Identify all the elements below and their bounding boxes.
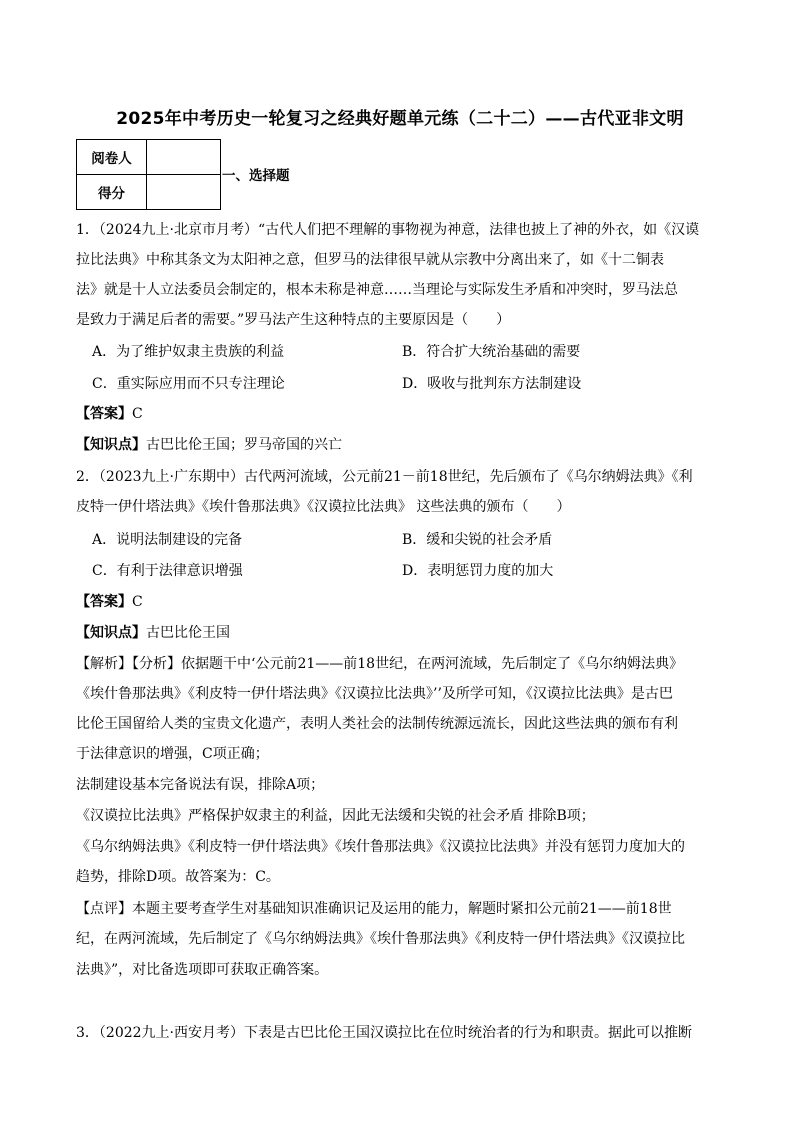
score-label: 得分 [77, 175, 147, 210]
page-title: 2025年中考历史一轮复习之经典好题单元练（二十二）——古代亚非文明 [116, 109, 684, 129]
q2-line-2: 皮特一伊什塔法典》《埃什鲁那法典》《汉谟拉比法典》 这些法典的颁布（ ） [76, 499, 571, 515]
q2-comment-line-3: 法典》”，对比备选项即可获取正确答案。 [76, 962, 329, 978]
q2-line-1: 2．（2023九上·广东期中）古代两河流域，公元前21－前18世纪，先后颁布了《乌尔纳姆法典》《利 [76, 469, 693, 485]
q1-line-4: 是致力于满足后者的需要。”罗马法产生这种特点的主要原因是（ ） [76, 312, 511, 328]
q1-option-d: D．吸收与批判东方法制建设 [402, 376, 582, 392]
q1-line-3: 法》就是十人立法委员会制定的，根本未称是神意……当理论与实际发生矛盾和冲突时，罗马法总 [76, 282, 678, 298]
q1-answer [76, 404, 728, 424]
q2-answer-label: 【答案】 [76, 594, 132, 610]
q2-analysis-line-3: 比伦王国留给人类的宝贵文化遗产，表明人类社会的法制传统源远流长，因此这些法典的颁布有利 [76, 716, 678, 732]
q1-option-a: A．为了维护奴隶主贵族的利益 [92, 344, 285, 360]
q2-option-b: B．缓和尖锐的社会矛盾 [402, 532, 553, 548]
q1-line-2: 拉比法典》中称其条文为太阳神之意，但罗马的法律很早就从宗教中分离出来了，如《十二铜表 [76, 252, 664, 268]
q2-option-a: A．说明法制建设的完备 [92, 532, 243, 548]
q2-answer [76, 592, 728, 612]
q1-option-c: C．重实际应用而不只专注理论 [92, 376, 285, 392]
q1-kp-value: 古巴比伦王国；罗马帝国的兴亡 [146, 437, 342, 453]
q2-analysis-line-8: 趋势，排除D项。故答案为：C。 [76, 869, 280, 885]
q2-kp-label: 【知识点】 [76, 625, 146, 641]
q2-answer-value: C [132, 594, 143, 610]
reviewer-value-cell[interactable] [147, 140, 221, 175]
score-table [76, 139, 221, 210]
q2-option-c: C．有利于法律意识增强 [92, 563, 243, 579]
q2-analysis-line-2: 《埃什鲁那法典》《利皮特一伊什塔法典》《汉谟拉比法典》’’及所学可知，《汉谟拉比法典》是古巴 [76, 686, 673, 702]
reviewer-label: 阅卷人 [77, 140, 147, 175]
q2-option-d: D．表明惩罚力度的加大 [402, 563, 554, 579]
q2-knowledge-point [76, 623, 728, 643]
q1-answer-value: C [132, 406, 143, 422]
q2-analysis-line-1: 【解析】【分析】依据题干中‘公元前21——前18世纪，在两河流域，先后制定了《乌尔纳姆法典》 [76, 656, 684, 672]
q2-analysis-line-5: 法制建设基本完备说法有误，排除A项； [76, 777, 325, 793]
q2-analysis-line-6: 《汉谟拉比法典》严格保护奴隶主的利益，因此无法缓和尖锐的社会矛盾 排除B项； [76, 808, 595, 824]
section-heading: 一、选择题 [222, 168, 290, 184]
q2-analysis-line-7: 《乌尔纳姆法典》《利皮特一伊什塔法典》《埃什鲁那法典》《汉谟拉比法典》并没有惩罚力度加大的 [76, 839, 685, 855]
score-value-cell[interactable] [147, 175, 221, 210]
q2-analysis-line-4: 于法律意识的增强，C项正确； [76, 746, 269, 762]
q2-comment-line-2: 纪，在两河流域，先后制定了《乌尔纳姆法典》《埃什鲁那法典》《利皮特一伊什塔法典》《汉谟拉比 [76, 931, 685, 947]
q2-kp-value: 古巴比伦王国 [146, 625, 230, 641]
q1-line-1: 1．（2024九上·北京市月考）“古代人们把不理解的事物视为神意，法律也披上了神的外衣，如《汉谟 [76, 222, 700, 238]
q1-kp-label: 【知识点】 [76, 437, 146, 453]
q1-answer-label: 【答案】 [76, 406, 132, 422]
q1-option-b: B．符合扩大统治基础的需要 [402, 344, 581, 360]
q2-comment-line-1: 【点评】本题主要考查学生对基础知识准确识记及运用的能力，解题时紧扣公元前21——前18世 [76, 901, 672, 917]
q1-knowledge-point [76, 435, 728, 455]
q3-line-1: 3．（2022九上·西安月考）下表是古巴比伦王国汉谟拉比在位时统治者的行为和职责。据此可以推断 [76, 1025, 692, 1041]
